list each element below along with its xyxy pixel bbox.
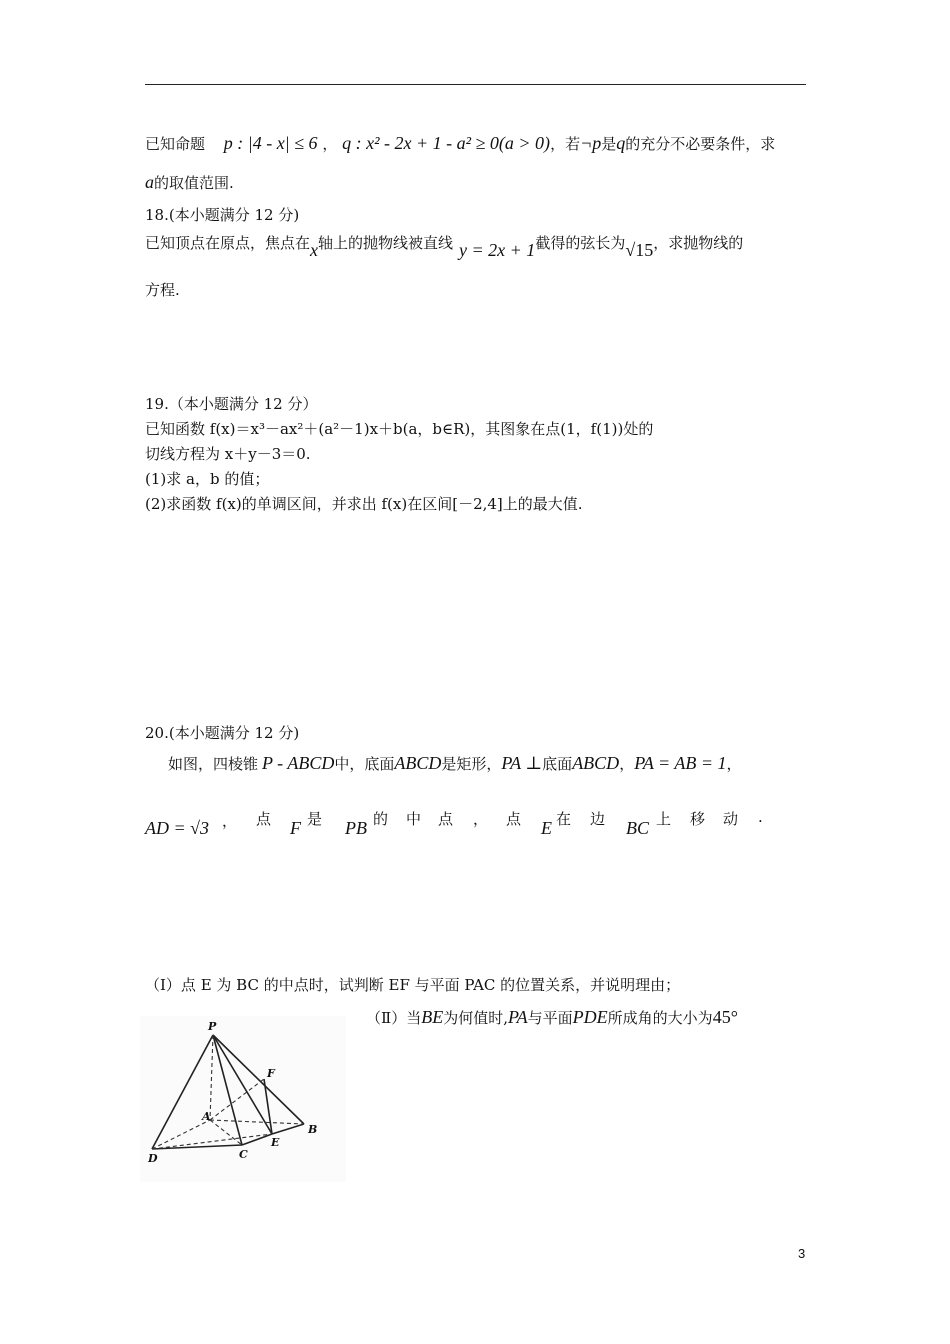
edge-DC <box>152 1145 242 1149</box>
q19-line2: 切线方程为 x＋y－3＝0. <box>145 445 311 463</box>
edge-EB <box>272 1124 304 1134</box>
edge-PD <box>152 1035 213 1149</box>
edge-AF <box>210 1079 264 1120</box>
q18-line1: 已知顶点在原点，焦点在x轴上的抛物线被直线 y = 2x + 1截得的弦长为√15，求抛物线的 <box>145 234 744 260</box>
label-D: D <box>148 1152 158 1165</box>
pyramid-figure <box>140 1016 346 1182</box>
q19-line3: (1)求 a，b 的值； <box>145 470 270 488</box>
label-C: C <box>239 1148 248 1161</box>
q20-line1: 如图，四棱锥 P - ABCD中，底面ABCD是矩形，PA ⊥底面ABCD，PA = AB = 1， <box>168 753 742 773</box>
edge-PC <box>213 1035 242 1145</box>
q20-part2: （Ⅱ）当BE为何值时,PA与平面PDE所成角的大小为45° <box>366 1007 738 1027</box>
q20-ad: AD = √3 <box>145 818 210 838</box>
label-E: E <box>271 1136 280 1149</box>
label-B: B <box>308 1123 318 1136</box>
label-F: F <box>267 1067 275 1080</box>
q18-header: 18.(本小题满分 12 分) <box>145 206 300 224</box>
header-rule <box>145 84 806 85</box>
edge-PA <box>210 1035 213 1120</box>
q19-line1: 已知函数 f(x)＝x³－ax²＋(a²－1)x＋b(a，b∈R)，其图象在点(1，f(1))处的 <box>145 420 654 438</box>
q18-line2: 方程. <box>145 281 180 299</box>
q20-part1: （Ⅰ）点 E 为 BC 的中点时，试判断 EF 与平面 PAC 的位置关系，并说明理由； <box>145 976 681 994</box>
q17-line1: 已知命题 p : |4 - x| ≤ 6 ， q : x² - 2x + 1 - a² ≥ 0(a > 0)，若¬p是q的充分不必要条件，求 <box>145 133 776 153</box>
q20-header: 20.(本小题满分 12 分) <box>145 724 300 742</box>
page-number: 3 <box>798 1246 806 1261</box>
label-A: A <box>202 1110 211 1123</box>
not-p: ¬p <box>580 133 602 153</box>
pyramid-diagram <box>140 1016 346 1182</box>
q17-line2: a的取值范围. <box>145 172 234 192</box>
label-P: P <box>208 1020 217 1033</box>
edge-AB <box>210 1120 304 1124</box>
edge-DA <box>152 1120 210 1149</box>
proposition-q: q : x² - 2x + 1 - a² ≥ 0(a > 0) <box>342 133 551 153</box>
q19-line4: (2)求函数 f(x)的单调区间，并求出 f(x)在区间[－2,4]上的最大值. <box>145 495 583 513</box>
q19-header: 19.（本小题满分 12 分） <box>145 395 318 413</box>
proposition-p: p : |4 - x| ≤ 6 <box>223 133 318 153</box>
